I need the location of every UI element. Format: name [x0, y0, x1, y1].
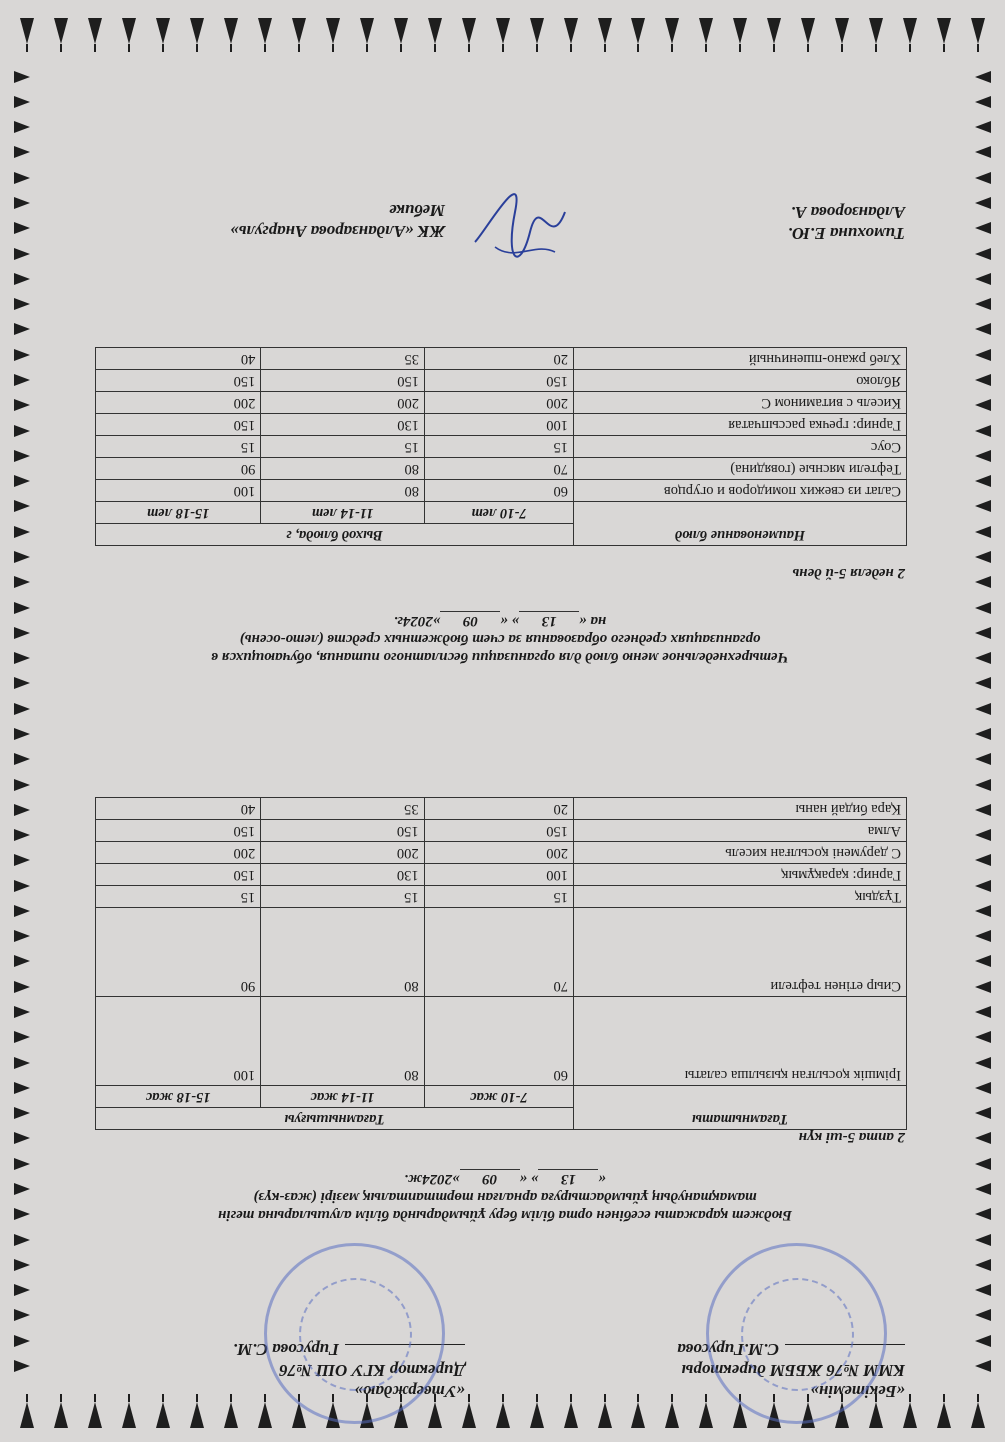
- dish-value: 130: [261, 414, 425, 436]
- border-ornament: [14, 1208, 36, 1220]
- table-row: [96, 908, 907, 997]
- dish-value: 200: [424, 842, 573, 864]
- border-ornament: [969, 500, 991, 512]
- dish-value: 130: [261, 864, 424, 886]
- border-ornament: [258, 18, 272, 52]
- border-ornament: [969, 1082, 991, 1094]
- border-ornament: [14, 576, 36, 588]
- border-ornament: [14, 880, 36, 892]
- table-row: [96, 392, 907, 414]
- border-ornament: [969, 172, 991, 184]
- border-ornament: [20, 1394, 34, 1428]
- kz-title-line1: Бюджет қаражаты есебінен орта білім беру ұйымдарында білім алушыларына тегін: [218, 1207, 792, 1223]
- border-ornament: [969, 71, 991, 83]
- border-ornament: [428, 18, 442, 52]
- border-ornament: [14, 728, 36, 740]
- border-ornament: [54, 18, 68, 52]
- dish-value: 100: [96, 997, 261, 1086]
- border-ornament: [969, 1335, 991, 1347]
- border-ornament: [14, 273, 36, 285]
- border-ornament: [969, 96, 991, 108]
- dish-value: 150: [96, 820, 261, 842]
- dish-value: 150: [424, 370, 573, 392]
- border-ornament: [903, 1394, 917, 1428]
- border-ornament: [937, 1394, 951, 1428]
- kz-col-yield: Тағамнышығуы: [96, 1108, 574, 1130]
- table-row: [96, 997, 907, 1086]
- border-ornament: [969, 349, 991, 361]
- border-ornament: [937, 18, 951, 52]
- ru-col-yield: Выход блюда, г: [96, 524, 574, 546]
- dish-name: Хлеб ржано-пшеничный: [574, 348, 907, 370]
- border-ornament: [903, 18, 917, 52]
- border-ornament: [971, 1394, 985, 1428]
- border-ornament: [14, 1006, 36, 1018]
- border-ornament: [699, 18, 713, 52]
- border-ornament: [54, 1394, 68, 1428]
- border-ornament: [88, 18, 102, 52]
- border-ornament: [14, 1031, 36, 1043]
- dish-name: Ірімшік қосылған қызылша салаты: [574, 997, 907, 1086]
- border-ornament: [969, 1107, 991, 1119]
- border-ornament: [14, 349, 36, 361]
- border-ornament: [14, 96, 36, 108]
- table-row: [96, 842, 907, 864]
- table-row: [96, 798, 907, 820]
- border-ornament: [530, 18, 544, 52]
- border-ornament: [14, 602, 36, 614]
- border-ornament: [969, 627, 991, 639]
- border-ornament: [598, 18, 612, 52]
- dish-value: 35: [261, 348, 425, 370]
- dish-value: 90: [96, 908, 261, 997]
- border-right: [14, 70, 36, 1372]
- border-ornament: [14, 1057, 36, 1069]
- border-ornament: [14, 425, 36, 437]
- border-ornament: [14, 804, 36, 816]
- border-ornament: [631, 18, 645, 52]
- border-ornament: [969, 450, 991, 462]
- dish-value: 100: [96, 480, 261, 502]
- dish-value: 40: [96, 348, 261, 370]
- kz-menu-table: [95, 797, 907, 1130]
- dish-value: 80: [261, 480, 425, 502]
- border-ornament: [969, 374, 991, 386]
- dish-name: Алма: [574, 820, 907, 842]
- border-ornament: [14, 652, 36, 664]
- border-ornament: [156, 18, 170, 52]
- border-ornament: [969, 298, 991, 310]
- border-ornament: [969, 854, 991, 866]
- border-ornament: [14, 1335, 36, 1347]
- border-ornament: [14, 1259, 36, 1271]
- approve-right-name: Гирусова С.М.: [232, 1340, 339, 1359]
- signer-name-2: Алданзорова А.: [790, 203, 905, 222]
- dish-value: 80: [261, 458, 425, 480]
- dish-value: 200: [424, 392, 573, 414]
- border-ornament: [969, 1183, 991, 1195]
- border-ornament: [224, 18, 238, 52]
- border-ornament: [969, 829, 991, 841]
- border-ornament: [14, 475, 36, 487]
- border-ornament: [969, 880, 991, 892]
- border-ornament: [969, 703, 991, 715]
- kz-age-1: 11-14 жас: [261, 1086, 424, 1108]
- dish-value: 200: [96, 392, 261, 414]
- border-ornament: [14, 323, 36, 335]
- dish-name: Қара бидай наны: [574, 798, 907, 820]
- signer-org: [105, 200, 445, 242]
- approve-left-name: С.М.Гирусова: [677, 1340, 779, 1359]
- border-ornament: [14, 1082, 36, 1094]
- border-ornament: [869, 18, 883, 52]
- border-ornament: [14, 1158, 36, 1170]
- border-ornament: [14, 450, 36, 462]
- dish-value: 200: [261, 842, 424, 864]
- border-ornament: [969, 981, 991, 993]
- border-left: [969, 70, 991, 1372]
- dish-name: Салат из свежих помидоров и огурцов: [574, 480, 907, 502]
- border-ornament: [969, 1158, 991, 1170]
- dish-name: Тефтели мясные (говядина): [574, 458, 907, 480]
- kz-date-tail: 2024ж.: [404, 1171, 453, 1187]
- border-ornament: [969, 804, 991, 816]
- approve-left-head: «Бекітемін»: [810, 1382, 905, 1401]
- dish-value: 150: [261, 820, 424, 842]
- dish-value: 15: [424, 436, 573, 458]
- table-row: [96, 458, 907, 480]
- ru-age-0: 7-10 лет: [424, 502, 573, 524]
- border-ornament: [564, 18, 578, 52]
- border-ornament: [969, 930, 991, 942]
- border-ornament: [969, 728, 991, 740]
- dish-name: Гарнир: гречка рассыпчатая: [574, 414, 907, 436]
- border-ornament: [14, 627, 36, 639]
- border-ornament: [969, 147, 991, 159]
- border-ornament: [969, 956, 991, 968]
- border-ornament: [969, 273, 991, 285]
- border-ornament: [969, 779, 991, 791]
- dish-value: 20: [424, 798, 573, 820]
- border-ornament: [969, 905, 991, 917]
- border-ornament: [14, 500, 36, 512]
- border-ornament: [14, 753, 36, 765]
- border-ornament: [969, 197, 991, 209]
- ru-col-name: Наименование блюд: [574, 502, 907, 546]
- kz-week-label: 2 апта 5-ші күн: [798, 1129, 905, 1145]
- border-ornament: [969, 1309, 991, 1321]
- border-ornament: [14, 248, 36, 260]
- dish-value: 60: [424, 480, 573, 502]
- dish-name: Кисель с витамином С: [574, 392, 907, 414]
- border-ornament: [969, 652, 991, 664]
- border-ornament: [835, 18, 849, 52]
- border-ornament: [326, 18, 340, 52]
- border-ornament: [969, 753, 991, 765]
- dish-value: 20: [424, 348, 573, 370]
- kz-title-line2: тамақтанудың ұйымдастыруға арналған төрттапталық мәзірі (жаз-күз): [253, 1189, 757, 1205]
- dish-name: Гарнир: қарақұмық: [574, 864, 907, 886]
- border-ornament: [969, 475, 991, 487]
- signer-org-line1: ЖК «Алданзарова Анаргуль»: [230, 222, 445, 241]
- border-ornament: [969, 576, 991, 588]
- border-ornament: [190, 18, 204, 52]
- border-ornament: [360, 18, 374, 52]
- dish-value: 150: [96, 370, 261, 392]
- dish-value: 15: [261, 886, 424, 908]
- dish-value: 150: [424, 820, 573, 842]
- border-ornament: [14, 71, 36, 83]
- dish-value: 70: [424, 908, 573, 997]
- kz-age-2: 15-18 жас: [96, 1086, 261, 1108]
- dish-value: 150: [96, 864, 261, 886]
- ru-date-day: 13: [519, 611, 579, 630]
- dish-value: 60: [424, 997, 573, 1086]
- dish-value: 40: [96, 798, 261, 820]
- border-ornament: [969, 323, 991, 335]
- ru-menu-table: [95, 347, 907, 546]
- ru-title-line2: организациях среднего образования за счет бюджетных средств (лето-осень): [239, 631, 761, 647]
- dish-value: 100: [424, 414, 573, 436]
- dish-value: 150: [96, 414, 261, 436]
- signer-name-1: Тимохина Е.Ю.: [787, 224, 905, 243]
- kz-title: Бюджет қаражаты есебінен орта білім беру ұйымдарында білім алушыларына тегін тамақтанудың ұйымдастыруға арналған төрттапталық мәзірі (жаз-күз) «13» «09»2024ж.: [105, 1169, 905, 1224]
- table-row: [96, 436, 907, 458]
- border-ornament: [14, 1107, 36, 1119]
- dish-value: 150: [261, 370, 425, 392]
- border-ornament: [969, 1057, 991, 1069]
- border-ornament: [14, 779, 36, 791]
- dish-value: 200: [96, 842, 261, 864]
- border-ornament: [969, 222, 991, 234]
- dish-name: Соус: [574, 436, 907, 458]
- border-ornament: [14, 677, 36, 689]
- border-ornament: [969, 1284, 991, 1296]
- border-ornament: [14, 956, 36, 968]
- kz-age-0: 7-10 жас: [424, 1086, 573, 1108]
- border-ornament: [969, 1031, 991, 1043]
- table-row: [96, 370, 907, 392]
- border-ornament: [969, 248, 991, 260]
- border-ornament: [14, 829, 36, 841]
- border-ornament: [14, 854, 36, 866]
- border-ornament: [969, 121, 991, 133]
- border-ornament: [969, 602, 991, 614]
- dish-value: 80: [261, 908, 424, 997]
- ru-age-1: 11-14 лет: [261, 502, 425, 524]
- border-ornament: [969, 551, 991, 563]
- approve-left-org: КММ №76 ЖББМ директоры: [681, 1361, 905, 1380]
- border-bottom: [20, 12, 985, 52]
- dish-value: 100: [424, 864, 573, 886]
- dish-name: Яблоко: [574, 370, 907, 392]
- border-ornament: [496, 18, 510, 52]
- dish-name: Сиыр етінен тефтели: [574, 908, 907, 997]
- border-ornament: [969, 1006, 991, 1018]
- border-ornament: [14, 222, 36, 234]
- approve-right-head: «Утверждаю»: [354, 1382, 465, 1401]
- dish-value: 35: [261, 798, 424, 820]
- ru-age-2: 15-18 лет: [96, 502, 261, 524]
- border-ornament: [733, 18, 747, 52]
- border-ornament: [14, 197, 36, 209]
- border-ornament: [20, 18, 34, 52]
- border-ornament: [14, 147, 36, 159]
- border-ornament: [14, 930, 36, 942]
- ru-date-prefix: на «: [579, 613, 607, 629]
- border-ornament: [394, 18, 408, 52]
- table-row: [96, 480, 907, 502]
- kz-date-day: 13: [538, 1169, 598, 1188]
- signer-org-line2: Мебике: [389, 201, 445, 220]
- border-ornament: [14, 551, 36, 563]
- border-ornament: [971, 18, 985, 52]
- border-ornament: [969, 1360, 991, 1372]
- approve-right-org: Директор КГУ ОШ №76: [279, 1361, 465, 1380]
- dish-value: 15: [96, 886, 261, 908]
- border-ornament: [14, 1132, 36, 1144]
- ru-week-label: 2 неделя 5-й день: [792, 565, 905, 581]
- ru-title: Четырехнедельное меню блюд для организации бесплатного питания, обучающихся в организациях среднего образования за счет бюджетных средств (лето-осень) на «13» «09»2024г.: [95, 611, 905, 666]
- border-ornament: [122, 18, 136, 52]
- border-ornament: [767, 18, 781, 52]
- handwritten-signature: [465, 182, 575, 272]
- border-ornament: [14, 172, 36, 184]
- table-row: [96, 864, 907, 886]
- border-ornament: [14, 1309, 36, 1321]
- border-ornament: [801, 18, 815, 52]
- border-ornament: [969, 1208, 991, 1220]
- dish-value: 70: [424, 458, 573, 480]
- dish-value: 200: [261, 392, 425, 414]
- border-ornament: [969, 526, 991, 538]
- table-row: [96, 886, 907, 908]
- border-ornament: [14, 399, 36, 411]
- border-ornament: [14, 703, 36, 715]
- border-ornament: [14, 374, 36, 386]
- border-ornament: [14, 981, 36, 993]
- border-ornament: [969, 1234, 991, 1246]
- border-ornament: [969, 677, 991, 689]
- round-stamp: [706, 1243, 887, 1424]
- border-ornament: [462, 18, 476, 52]
- border-ornament: [14, 298, 36, 310]
- ru-date-month: 09: [440, 611, 500, 630]
- table-row: [96, 414, 907, 436]
- table-row: [96, 820, 907, 842]
- border-ornament: [14, 121, 36, 133]
- kz-col-name: Тағамнытаты: [574, 1086, 907, 1130]
- dish-value: 80: [261, 997, 424, 1086]
- border-ornament: [292, 18, 306, 52]
- dish-value: 15: [96, 436, 261, 458]
- dish-value: 15: [424, 886, 573, 908]
- table-row: [96, 348, 907, 370]
- border-ornament: [14, 1234, 36, 1246]
- border-ornament: [969, 1132, 991, 1144]
- dish-name: С дәрумені қосылған кисель: [574, 842, 907, 864]
- border-ornament: [14, 1284, 36, 1296]
- border-ornament: [14, 1360, 36, 1372]
- dish-value: 15: [261, 436, 425, 458]
- dish-name: Тұздық: [574, 886, 907, 908]
- border-ornament: [665, 18, 679, 52]
- border-ornament: [969, 399, 991, 411]
- border-ornament: [14, 526, 36, 538]
- dish-value: 90: [96, 458, 261, 480]
- border-ornament: [969, 425, 991, 437]
- border-ornament: [14, 905, 36, 917]
- border-ornament: [14, 1183, 36, 1195]
- ru-date-tail: »2024г.: [393, 613, 441, 629]
- ru-title-line1: Четырехнедельное меню блюд для организации бесплатного питания, обучающихся в: [211, 649, 789, 665]
- round-stamp: [264, 1243, 445, 1424]
- kz-date-month: 09: [460, 1169, 520, 1188]
- border-ornament: [969, 1259, 991, 1271]
